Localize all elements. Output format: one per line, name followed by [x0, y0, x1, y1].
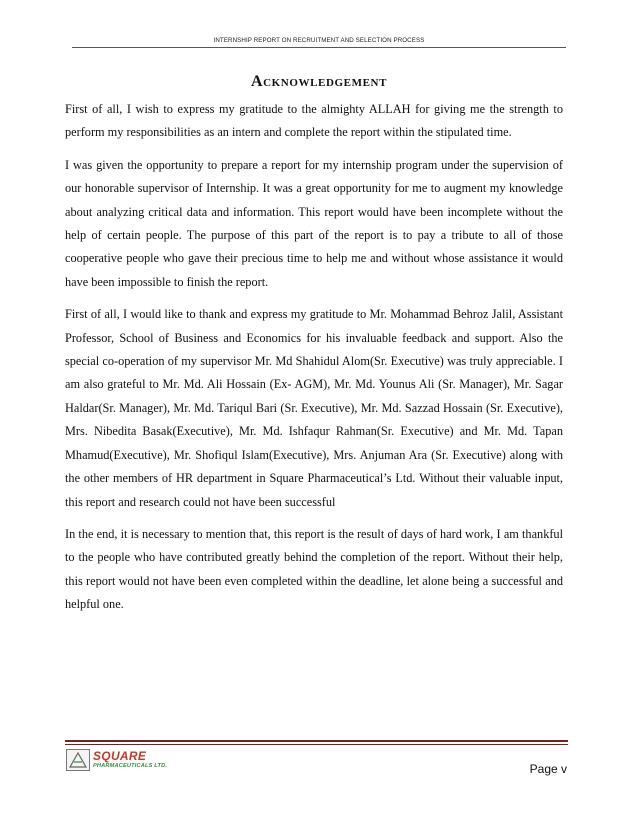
running-header: INTERNSHIP REPORT ON RECRUITMENT AND SELECTION PROCESS	[213, 37, 425, 44]
page-title: Acknowledgement	[250, 73, 388, 90]
paragraph-opportunity: I was given the opportunity to prepare a report for my internship program under the supervision of our honorable supervisor of Internship. It was a great opportunity for me to augment my knowledge about analyzing critical data and information. This report would have been incomplete without the help of certain people. The purpose of this part of the report is to pay a tribute to all of those cooperative people who gave their precious time to help me and without whose assistance it would have been impossible to finish the report.	[65, 157, 563, 289]
page-number: Page v	[529, 762, 567, 776]
footer-divider-thick	[65, 740, 568, 742]
logo-wordmark: SQUARE	[93, 749, 147, 763]
paragraph-conclusion: In the end, it is necessary to mention that, this report is the result of days of hard work, I am thankful to the people who have contributed greatly behind the completion of the report. Without their help, this report would not have been even completed within the deadline, let alone being a successful and helpful one.	[65, 526, 563, 612]
paragraph-gratitude: First of all, I wish to express my gratitude to the almighty ALLAH for giving me the strength to perform my responsibilities as an intern and complete the report within the stipulated time.	[65, 102, 563, 140]
square-logo	[66, 749, 178, 773]
header-divider	[72, 47, 566, 48]
logo-subtitle: PHARMACEUTICALS LTD.	[93, 763, 168, 769]
footer-divider-thin	[65, 744, 568, 745]
document-body	[65, 98, 563, 626]
paragraph-thanks: First of all, I would like to thank and express my gratitude to Mr. Mohammad Behroz Jalil, Assistant Professor, School of Business and Economics for his invaluable feedback and support. Also the special co-operation of my supervisor Mr. Md Shahidul Alom(Sr. Executive) was truly appreciable. I am also grateful to Mr. Md. Ali Hossain (Ex- AGM), Mr. Md. Younus Ali (Sr. Manager), Mr. Sagar Haldar(Sr. Manager), Mr. Md. Tariqul Bari (Sr. Executive), Mr. Md. Sazzad Hossain (Sr. Executive), Mrs. Nibedita Basak(Executive), Mr. Md. Ishfaqur Rahman(Sr. Executive) and Mr. Md. Tapan Mhamud(Executive), Mr. Shofiqul Islam(Executive), Mrs. Anjuman Ara (Sr. Executive) along with the other members of HR department in Square Pharmaceutical’s Ltd. Without their valuable input, this report and research could not have been successful	[65, 307, 563, 509]
square-logo-icon	[66, 749, 90, 771]
